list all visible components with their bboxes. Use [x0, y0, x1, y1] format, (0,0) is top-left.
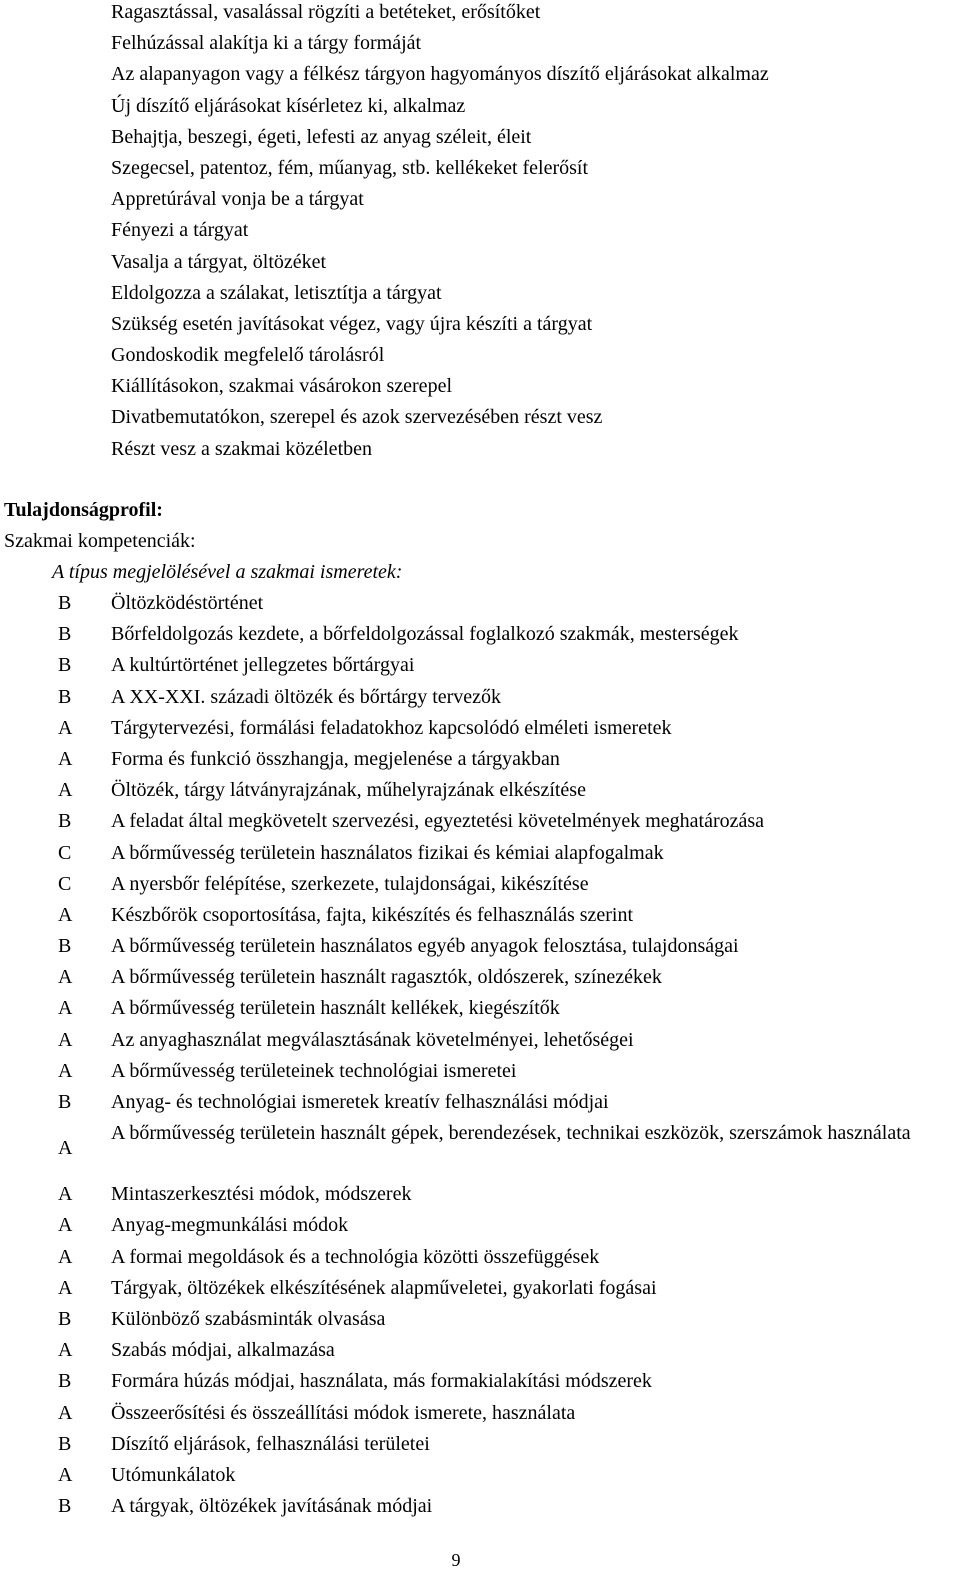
knowledge-level: A — [58, 903, 73, 926]
knowledge-level: C — [58, 872, 72, 895]
knowledge-text: A bőrművesség területeinek technológiai ismeretei — [111, 1059, 517, 1082]
knowledge-row — [0, 872, 960, 903]
knowledge-text: A XX-XXI. századi öltözék és bőrtárgy tervezők — [111, 685, 502, 708]
knowledge-level: B — [58, 623, 72, 646]
knowledge-text: Anyag- és technológiai ismeretek kreatív felhasználási módjai — [111, 1091, 609, 1113]
task-item: Új díszítő eljárásokat kísérletez ki, alkalmaz — [111, 94, 466, 117]
profile-heading: Tulajdonságprofil: — [4, 499, 163, 521]
task-item: Az alapanyagon vagy a félkész tárgyon hagyományos díszítő eljárásokat alkalmaz — [111, 63, 769, 86]
knowledge-level: A — [58, 1463, 73, 1486]
task-item: Gondoskodik megfelelő tárolásról — [111, 344, 385, 367]
knowledge-row — [0, 1432, 960, 1463]
page-number: 9 — [451, 1550, 461, 1570]
knowledge-row — [0, 685, 960, 716]
knowledge-type-heading: A típus megjelölésével a szakmai ismeretek: — [52, 561, 403, 583]
knowledge-row — [0, 1090, 960, 1121]
knowledge-level: A — [58, 1183, 73, 1206]
knowledge-level: B — [58, 1432, 72, 1455]
knowledge-level: B — [58, 810, 72, 833]
knowledge-text: Szabás módjai, alkalmazása — [111, 1339, 335, 1362]
knowledge-level: A — [58, 779, 73, 802]
task-item: Felhúzással alakítja ki a tárgy formáját — [111, 32, 422, 55]
knowledge-row — [0, 1059, 960, 1090]
task-item: Fényezi a tárgyat — [111, 219, 249, 242]
knowledge-row — [0, 778, 960, 809]
knowledge-row — [0, 653, 960, 684]
knowledge-level: A — [58, 1059, 73, 1082]
knowledge-row — [0, 1028, 960, 1059]
knowledge-text: A bőrművesség területein használt gépek, berendezések, technikai eszközök, szerszámok használata — [111, 1122, 911, 1145]
knowledge-level: B — [58, 935, 72, 958]
knowledge-text: Készbőrök csoportosítása, fajta, kikészítés és felhasználás szerint — [111, 903, 634, 926]
task-item: Szegecsel, patentoz, fém, műanyag, stb. kellékeket felerősít — [111, 156, 589, 179]
knowledge-row — [0, 1338, 960, 1369]
task-item: Szükség esetén javításokat végez, vagy újra készíti a tárgyat — [111, 312, 593, 335]
task-item: Divatbemutatókon, szerepel és azok szervezésében részt vesz — [111, 406, 603, 429]
knowledge-row — [0, 809, 960, 840]
knowledge-text: Öltözködéstörténet — [111, 592, 264, 614]
knowledge-row — [0, 965, 960, 996]
knowledge-row — [0, 1307, 960, 1338]
knowledge-row — [0, 1463, 960, 1494]
knowledge-level: B — [58, 685, 72, 708]
task-item: Vasalja a tárgyat, öltözéket — [111, 250, 327, 273]
knowledge-text: A feladat által megkövetelt szervezési, egyeztetési követelmények meghatározása — [111, 810, 765, 833]
knowledge-text: A nyersbőr felépítése, szerkezete, tulajdonságai, kikészítése — [111, 872, 589, 895]
task-item: Appretúrával vonja be a tárgyat — [111, 188, 364, 211]
knowledge-row — [0, 1276, 960, 1307]
knowledge-level: A — [58, 716, 73, 739]
knowledge-text: Formára húzás módjai, használata, más formakialakítási módszerek — [111, 1370, 652, 1393]
knowledge-row — [0, 1401, 960, 1432]
knowledge-text: A formai megoldások és a technológia közötti összefüggések — [111, 1245, 600, 1268]
knowledge-text: Utómunkálatok — [111, 1463, 236, 1486]
knowledge-row — [0, 716, 960, 747]
task-item: Behajtja, beszegi, égeti, lefesti az anyag széleit, éleit — [111, 125, 532, 148]
knowledge-level: A — [58, 1214, 73, 1237]
task-item: Részt vesz a szakmai közéletben — [111, 437, 372, 460]
knowledge-text: Összeerősítési és összeállítási módok ismerete, használata — [111, 1401, 576, 1424]
knowledge-row — [0, 591, 960, 622]
knowledge-level: A — [58, 1276, 73, 1299]
task-item: Kiállításokon, szakmai vásárokon szerepel — [111, 375, 452, 398]
knowledge-level: B — [58, 654, 72, 677]
knowledge-text: Tárgyak, öltözékek elkészítésének alapműveletei, gyakorlati fogásai — [111, 1276, 657, 1299]
knowledge-level: A — [58, 997, 73, 1020]
knowledge-row — [0, 1245, 960, 1276]
knowledge-text: A kultúrtörténet jellegzetes bőrtárgyai — [111, 654, 415, 677]
knowledge-row — [0, 747, 960, 778]
knowledge-text: A bőrművesség területein használatos fizikai és kémiai alapfogalmak — [111, 841, 664, 864]
knowledge-level: A — [58, 1137, 73, 1160]
knowledge-text: A tárgyak, öltözékek javításának módjai — [111, 1495, 433, 1518]
knowledge-level: B — [58, 1091, 72, 1113]
knowledge-text: Tárgytervezési, formálási feladatokhoz kapcsolódó elméleti ismeretek — [111, 716, 672, 739]
knowledge-text: Mintaszerkesztési módok, módszerek — [111, 1183, 412, 1206]
knowledge-text: A bőrművesség területein használatos egyéb anyagok felosztása, tulajdonságai — [111, 935, 739, 958]
knowledge-level: C — [58, 841, 72, 864]
knowledge-text: Bőrfeldolgozás kezdete, a bőrfeldolgozással foglalkozó szakmák, mesterségek — [111, 623, 739, 646]
knowledge-level: A — [58, 966, 73, 989]
knowledge-level: A — [58, 1401, 73, 1424]
knowledge-row — [0, 841, 960, 872]
task-list — [111, 0, 956, 468]
task-item: Ragasztással, vasalással rögzíti a betéteket, erősítőket — [111, 1, 541, 23]
knowledge-text: Különböző szabásminták olvasása — [111, 1307, 386, 1330]
knowledge-level: A — [58, 1245, 73, 1268]
knowledge-list — [0, 591, 960, 1525]
knowledge-text: A bőrművesség területein használt ragasztók, oldószerek, színezékek — [111, 966, 662, 989]
knowledge-level: B — [58, 1370, 72, 1393]
knowledge-level: A — [58, 1339, 73, 1362]
knowledge-text: Anyag-megmunkálási módok — [111, 1214, 349, 1237]
knowledge-row — [0, 1182, 960, 1213]
knowledge-row — [0, 1121, 960, 1182]
knowledge-row — [0, 622, 960, 653]
knowledge-level: A — [58, 1028, 73, 1051]
knowledge-level: B — [58, 1307, 72, 1330]
knowledge-row — [0, 1213, 960, 1244]
knowledge-level: B — [58, 592, 72, 614]
knowledge-level: B — [58, 1495, 72, 1518]
knowledge-level: A — [58, 747, 73, 770]
task-item: Eldolgozza a szálakat, letisztítja a tárgyat — [111, 281, 442, 304]
competencies-subheading: Szakmai kompetenciák: — [4, 530, 196, 552]
knowledge-text: Az anyaghasználat megválasztásának követelményei, lehetőségei — [111, 1028, 634, 1051]
knowledge-row — [0, 903, 960, 934]
knowledge-row — [0, 934, 960, 965]
knowledge-row — [0, 1369, 960, 1400]
knowledge-row — [0, 996, 960, 1027]
knowledge-row — [0, 1494, 960, 1525]
knowledge-text: A bőrművesség területein használt kellékek, kiegészítők — [111, 997, 560, 1020]
knowledge-text: Öltözék, tárgy látványrajzának, műhelyrajzának elkészítése — [111, 779, 586, 802]
knowledge-text: Forma és funkció összhangja, megjelenése a tárgyakban — [111, 747, 560, 770]
knowledge-text: Díszítő eljárások, felhasználási területei — [111, 1432, 430, 1455]
